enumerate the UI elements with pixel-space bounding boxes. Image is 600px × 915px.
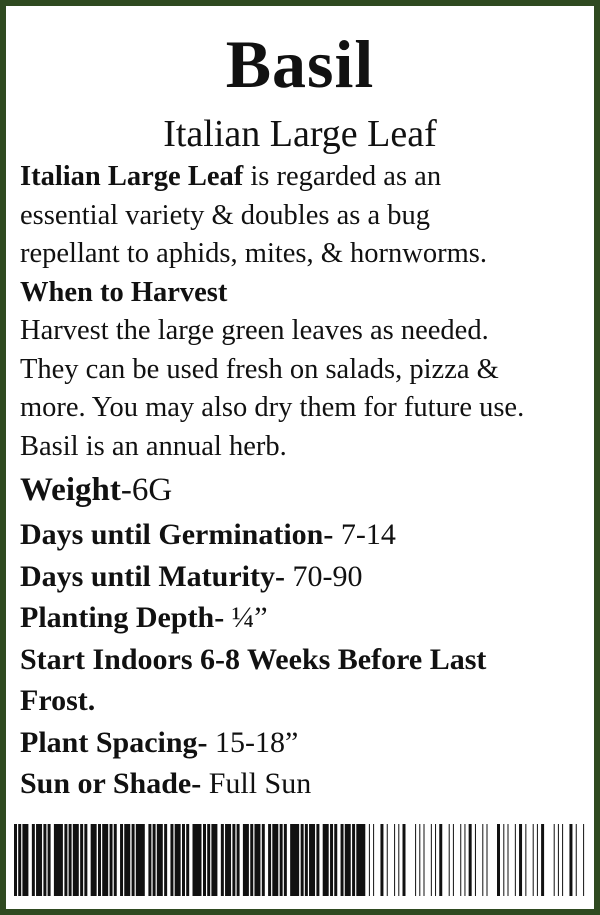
maturity-value: 70-90 bbox=[285, 559, 363, 593]
harvest-line-1: Harvest the large green leaves as needed. bbox=[20, 315, 489, 346]
spacing-label: Plant Spacing- bbox=[20, 725, 208, 759]
harvest-heading: When to Harvest bbox=[20, 276, 228, 308]
sun-label: Sun or Shade- bbox=[20, 767, 202, 800]
plant-title: Basil bbox=[225, 26, 375, 102]
harvest-line-3: more. You may also dry them for future use. bbox=[20, 392, 525, 423]
weight-line bbox=[20, 470, 590, 510]
seed-packet-label bbox=[6, 6, 594, 909]
indoors-line-2: Frost. bbox=[20, 684, 96, 717]
maturity-line bbox=[20, 556, 590, 598]
description-line-2: essential variety & doubles as a bug bbox=[20, 199, 430, 231]
weight-label: Weight bbox=[20, 472, 121, 508]
packet-body bbox=[20, 158, 590, 805]
weight-value: -6G bbox=[120, 472, 173, 508]
germination-line bbox=[20, 514, 590, 556]
germination-label: Days until Germination- bbox=[20, 518, 334, 551]
maturity-label: Days until Maturity- bbox=[20, 559, 285, 593]
sun-value: Full Sun bbox=[201, 767, 312, 800]
indoors-line-1: Start Indoors 6-8 Weeks Before Last bbox=[20, 642, 487, 676]
harvest-line-4: Basil is an annual herb. bbox=[20, 430, 287, 462]
depth-label: Planting Depth- bbox=[20, 601, 225, 634]
germination-value: 7-14 bbox=[333, 518, 396, 551]
sun-line bbox=[20, 763, 590, 805]
description-text-1: is regarded as an bbox=[243, 161, 442, 192]
depth-value: ¼” bbox=[224, 601, 268, 634]
variety-name-bold: Italian Large Leaf bbox=[20, 161, 244, 192]
harvest-line-2: They can be used fresh on salads, pizza & bbox=[20, 353, 499, 385]
barcode-icon bbox=[12, 824, 588, 896]
description-line-1 bbox=[20, 158, 590, 197]
depth-line bbox=[20, 597, 590, 639]
variety-subtitle: Italian Large Leaf bbox=[163, 113, 437, 155]
description-line-3: repellant to aphids, mites, & hornworms. bbox=[20, 238, 488, 269]
spacing-value: 15-18” bbox=[207, 725, 299, 759]
spacing-line bbox=[20, 722, 590, 764]
